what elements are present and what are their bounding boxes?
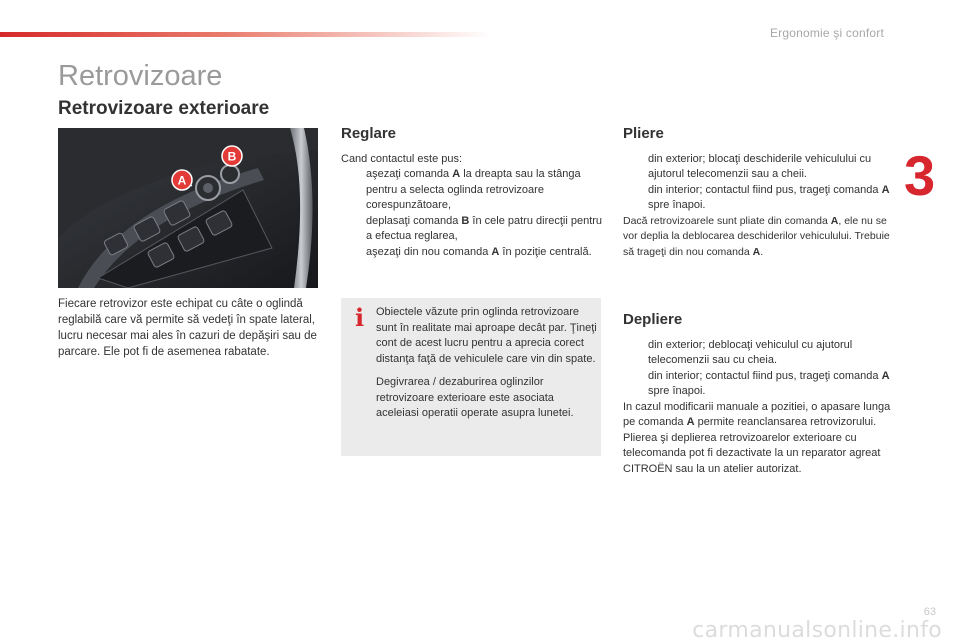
depliere-paragraph: Plierea şi deplierea retrovizoarelor exterioare cu telecomanda pot fi dezactivate la un reparator agreat CITROËN sau la un atelier autorizat. bbox=[623, 431, 881, 475]
reglare-section bbox=[341, 126, 603, 260]
list-item: aşezaţi comanda A la dreapta sau la stânga pentru a selecta oglinda retrovizoare corespunzătoare, bbox=[366, 168, 581, 211]
header-accent-bar bbox=[0, 32, 490, 37]
pliere-note: Dacă retrovizoarele sunt pliate din comanda A, ele nu se vor deplia la deblocarea deschiderilor vehiculului. Trebuie să trageţi din nou comanda A. bbox=[623, 214, 890, 258]
intro-paragraph: Fiecare retrovizor este echipat cu câte o oglindă reglabilă care vă permite să vedeţi în spate lateral, lucru necesar mai ales în cazuri de depăşiri sau de parcare. Ele pot fi de asemenea rabatate. bbox=[58, 298, 317, 358]
reglare-intro: Cand contactul este pus: bbox=[341, 152, 463, 165]
list-item: din exterior; deblocaţi vehiculul cu ajutorul telecomenzii sau cu cheia. bbox=[648, 338, 853, 366]
list-item: deplasaţi comanda B în cele patru direcţii pentru a efectua reglarea, bbox=[366, 214, 603, 242]
info-box bbox=[341, 298, 601, 456]
pliere-title: Pliere bbox=[623, 125, 664, 142]
info-paragraph: Obiectele văzute prin oglinda retrovizoare sunt în realitate mai aproape decât par. Ţineţi cont de acest lucru pentru a aprecia corect distanţa faţă de vehiculele care vin din spate. bbox=[376, 306, 597, 365]
pliere-steps bbox=[623, 152, 898, 214]
photo-label-b: B bbox=[227, 149, 237, 164]
depliere-steps bbox=[623, 338, 898, 400]
info-icon: i bbox=[355, 303, 365, 332]
chapter-number: 3 bbox=[904, 144, 936, 207]
depliere-title: Depliere bbox=[623, 311, 683, 328]
section-title: Retrovizoare exterioare bbox=[58, 98, 270, 119]
list-item: aşezaţi din nou comanda A în poziţie centrală. bbox=[366, 245, 592, 258]
watermark: carmanualsonline.info bbox=[692, 618, 942, 643]
reglare-title: Reglare bbox=[341, 125, 397, 142]
list-item: din interior; contactul fiind pus, trageţi comanda A spre înapoi. bbox=[648, 183, 890, 211]
list-item: din interior; contactul fiind pus, trageţi comanda A spre înapoi. bbox=[648, 369, 890, 397]
reglare-steps bbox=[341, 167, 603, 260]
door-control-photo bbox=[58, 128, 318, 288]
info-paragraph: Degivrarea / dezaburirea oglinzilor retrovizoare exterioare este asociata aceleiasi operatii operate asupra lunetei. bbox=[376, 376, 574, 419]
pliere-section bbox=[623, 126, 898, 260]
page-number: 63 bbox=[923, 606, 936, 618]
depliere-paragraph: In cazul modificarii manuale a pozitiei, o apasare lunga pe comanda A permite reanclansarea retrovizorului. bbox=[623, 400, 891, 428]
depliere-section bbox=[623, 312, 898, 477]
chapter-title: Ergonomie şi confort bbox=[769, 26, 884, 40]
list-item: din exterior; blocaţi deschiderile vehiculului cu ajutorul telecomenzii sau a cheii. bbox=[648, 152, 872, 180]
photo-label-a: A bbox=[177, 173, 187, 188]
page-title: Retrovizoare bbox=[58, 60, 223, 92]
